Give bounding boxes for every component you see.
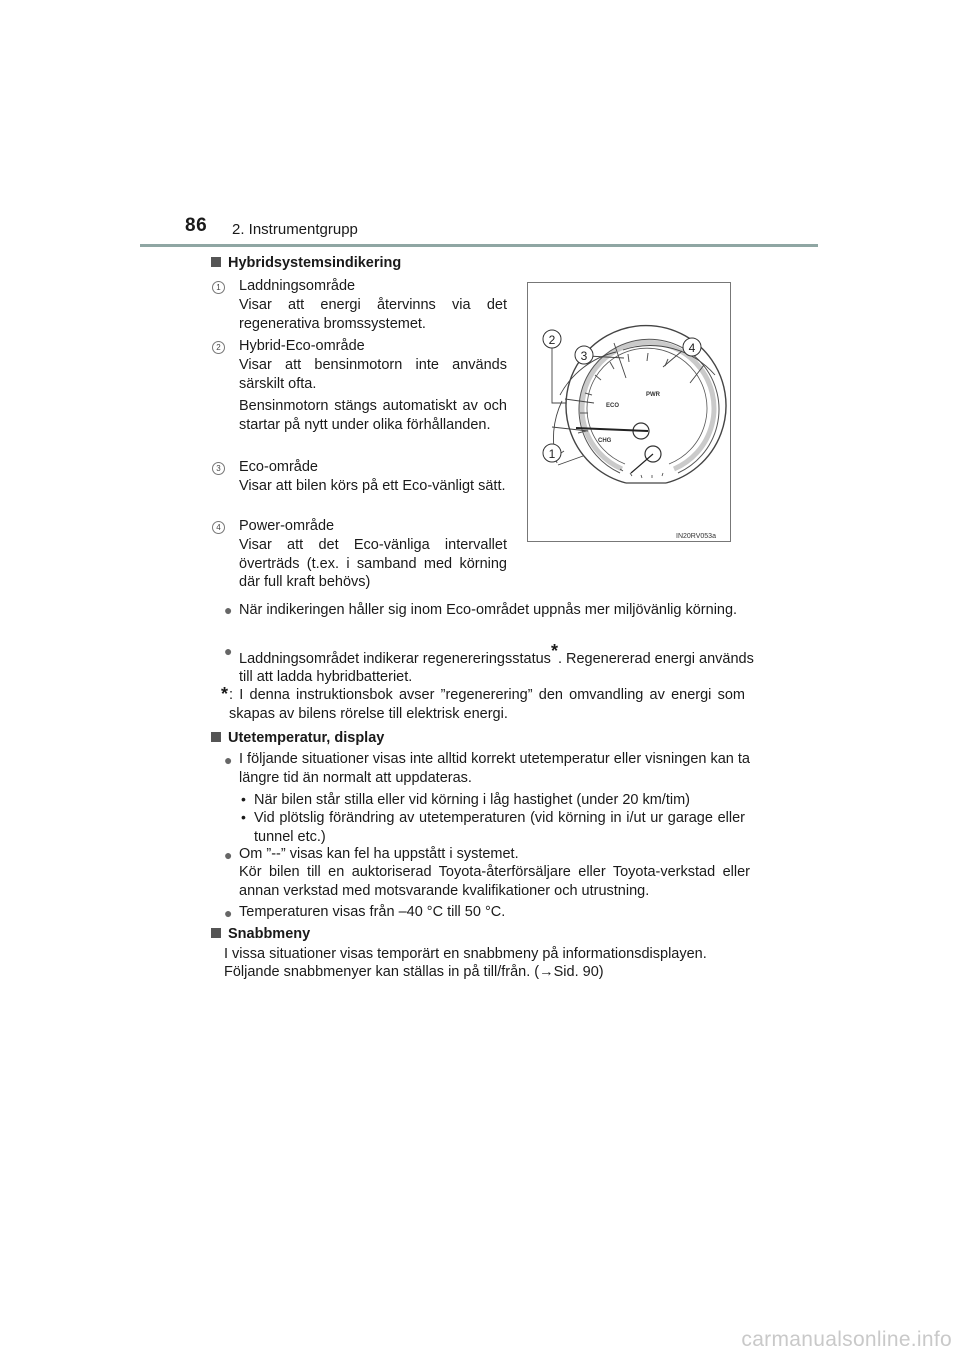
menu-line-1: I vissa situationer visas temporärt en snabbmeny på informationsdisplayen.	[224, 946, 707, 962]
item-number-3: 3	[212, 462, 225, 475]
item-title-2: Hybrid-Eco-område	[239, 338, 365, 354]
temp-bullet-3: Temperaturen visas från –40 °C till 50 °C.	[239, 904, 506, 920]
sub-bullet-icon: •	[241, 791, 246, 807]
temp-bullet-1: I följande situationer visas inte alltid korrekt utetemperatur eller visningen kan ta längre tid än normalt att uppdateras.	[239, 751, 750, 786]
item-text-3: Visar att bilen körs på ett Eco-vänligt sätt.	[239, 478, 506, 494]
bullet-charge-text	[239, 642, 755, 687]
section-title: Hybridsystemsindikering	[228, 255, 402, 271]
gauge-illustration	[528, 283, 732, 543]
section-heading-hybrid	[211, 255, 401, 271]
bullet-eco-text: När indikeringen håller sig inom Eco-området uppnås mer miljövänlig körning.	[239, 602, 738, 618]
section-title: Utetemperatur, display	[228, 730, 385, 746]
sub-bullet-icon: •	[241, 809, 246, 825]
item-text-4: Visar att det Eco-vänliga intervallet överträds (t.ex. i samband med körning där full kraft behövs)	[239, 537, 507, 590]
gauge-label-eco: ECO	[606, 403, 620, 409]
bullet-icon: ●	[224, 602, 233, 618]
item-text-1: Visar att energi återvinns via det regenerativa bromssystemet.	[239, 297, 507, 332]
header-divider	[140, 244, 818, 247]
gauge-label-chg: CHG	[598, 438, 612, 444]
temp-sub-2: Vid plötslig förändring av utetemperaturen (vid körning in i/ut ur garage eller tunnel etc.)	[254, 810, 745, 845]
menu-line-2: Följande snabbmenyer kan ställas in på till/från. (→Sid. 90)	[224, 964, 604, 980]
item-title-4: Power-område	[239, 518, 335, 534]
footnote-marker: *	[550, 641, 558, 661]
item-text-2: Visar att bensinmotorn inte används särskilt ofta.	[239, 357, 507, 392]
section-heading-menu	[211, 926, 310, 942]
temp-bullet-2-line2: Kör bilen till en auktoriserad Toyota-återförsäljare eller Toyota-verkstad eller annan verkstad med motsvarande kvalifikationer och utrustning.	[239, 864, 750, 899]
footnote-star: *	[221, 684, 229, 704]
hybrid-indicator-figure	[527, 282, 731, 542]
figure-caption: IN20RV053a	[676, 533, 716, 540]
section-heading-temp	[211, 730, 384, 746]
bullet-icon: ●	[224, 905, 233, 921]
svg-text:3: 3	[580, 349, 588, 363]
bullet-charge-part1: Laddningsområdet indikerar regenereringsstatus	[239, 650, 551, 667]
item-number-2: 2	[212, 341, 225, 354]
section-marker-icon	[211, 257, 221, 267]
bullet-charge-part2: . Regenererad energi används till att ladda hybridbatteriet.	[239, 650, 754, 686]
bullet-icon: ●	[224, 847, 233, 863]
callout-1	[543, 444, 561, 462]
item-extra-2: Bensinmotorn stängs automatiskt av och startar på nytt under olika förhållanden.	[239, 398, 507, 433]
item-title-1: Laddningsområde	[239, 278, 356, 294]
svg-text:1: 1	[548, 447, 556, 461]
svg-text:4: 4	[688, 341, 696, 355]
gauge-label-pwr: PWR	[646, 392, 660, 398]
chapter-title: 2. Instrumentgrupp	[232, 221, 358, 238]
bullet-icon: ●	[224, 643, 233, 659]
item-number-4: 4	[212, 521, 225, 534]
section-marker-icon	[211, 732, 221, 742]
item-title-3: Eco-område	[239, 459, 318, 475]
watermark: carmanualsonline.info	[741, 1328, 952, 1351]
footnote-text: : I denna instruktionsbok avser ”regenerering” den omvandling av energi som skapas av bilens rörelse till elektrisk energi.	[229, 687, 745, 722]
bullet-icon: ●	[224, 752, 233, 768]
callout-2	[543, 330, 561, 348]
page-number: 86	[185, 215, 208, 236]
section-title: Snabbmeny	[228, 926, 311, 942]
svg-text:2: 2	[548, 333, 556, 347]
callout-4	[683, 338, 701, 356]
temp-bullet-2-line1: Om ”--” visas kan fel ha uppstått i systemet.	[239, 846, 519, 862]
temp-sub-1: När bilen står stilla eller vid körning i låg hastighet (under 20 km/tim)	[254, 792, 690, 808]
callout-3	[575, 346, 593, 364]
section-marker-icon	[211, 928, 221, 938]
item-number-1: 1	[212, 281, 225, 294]
